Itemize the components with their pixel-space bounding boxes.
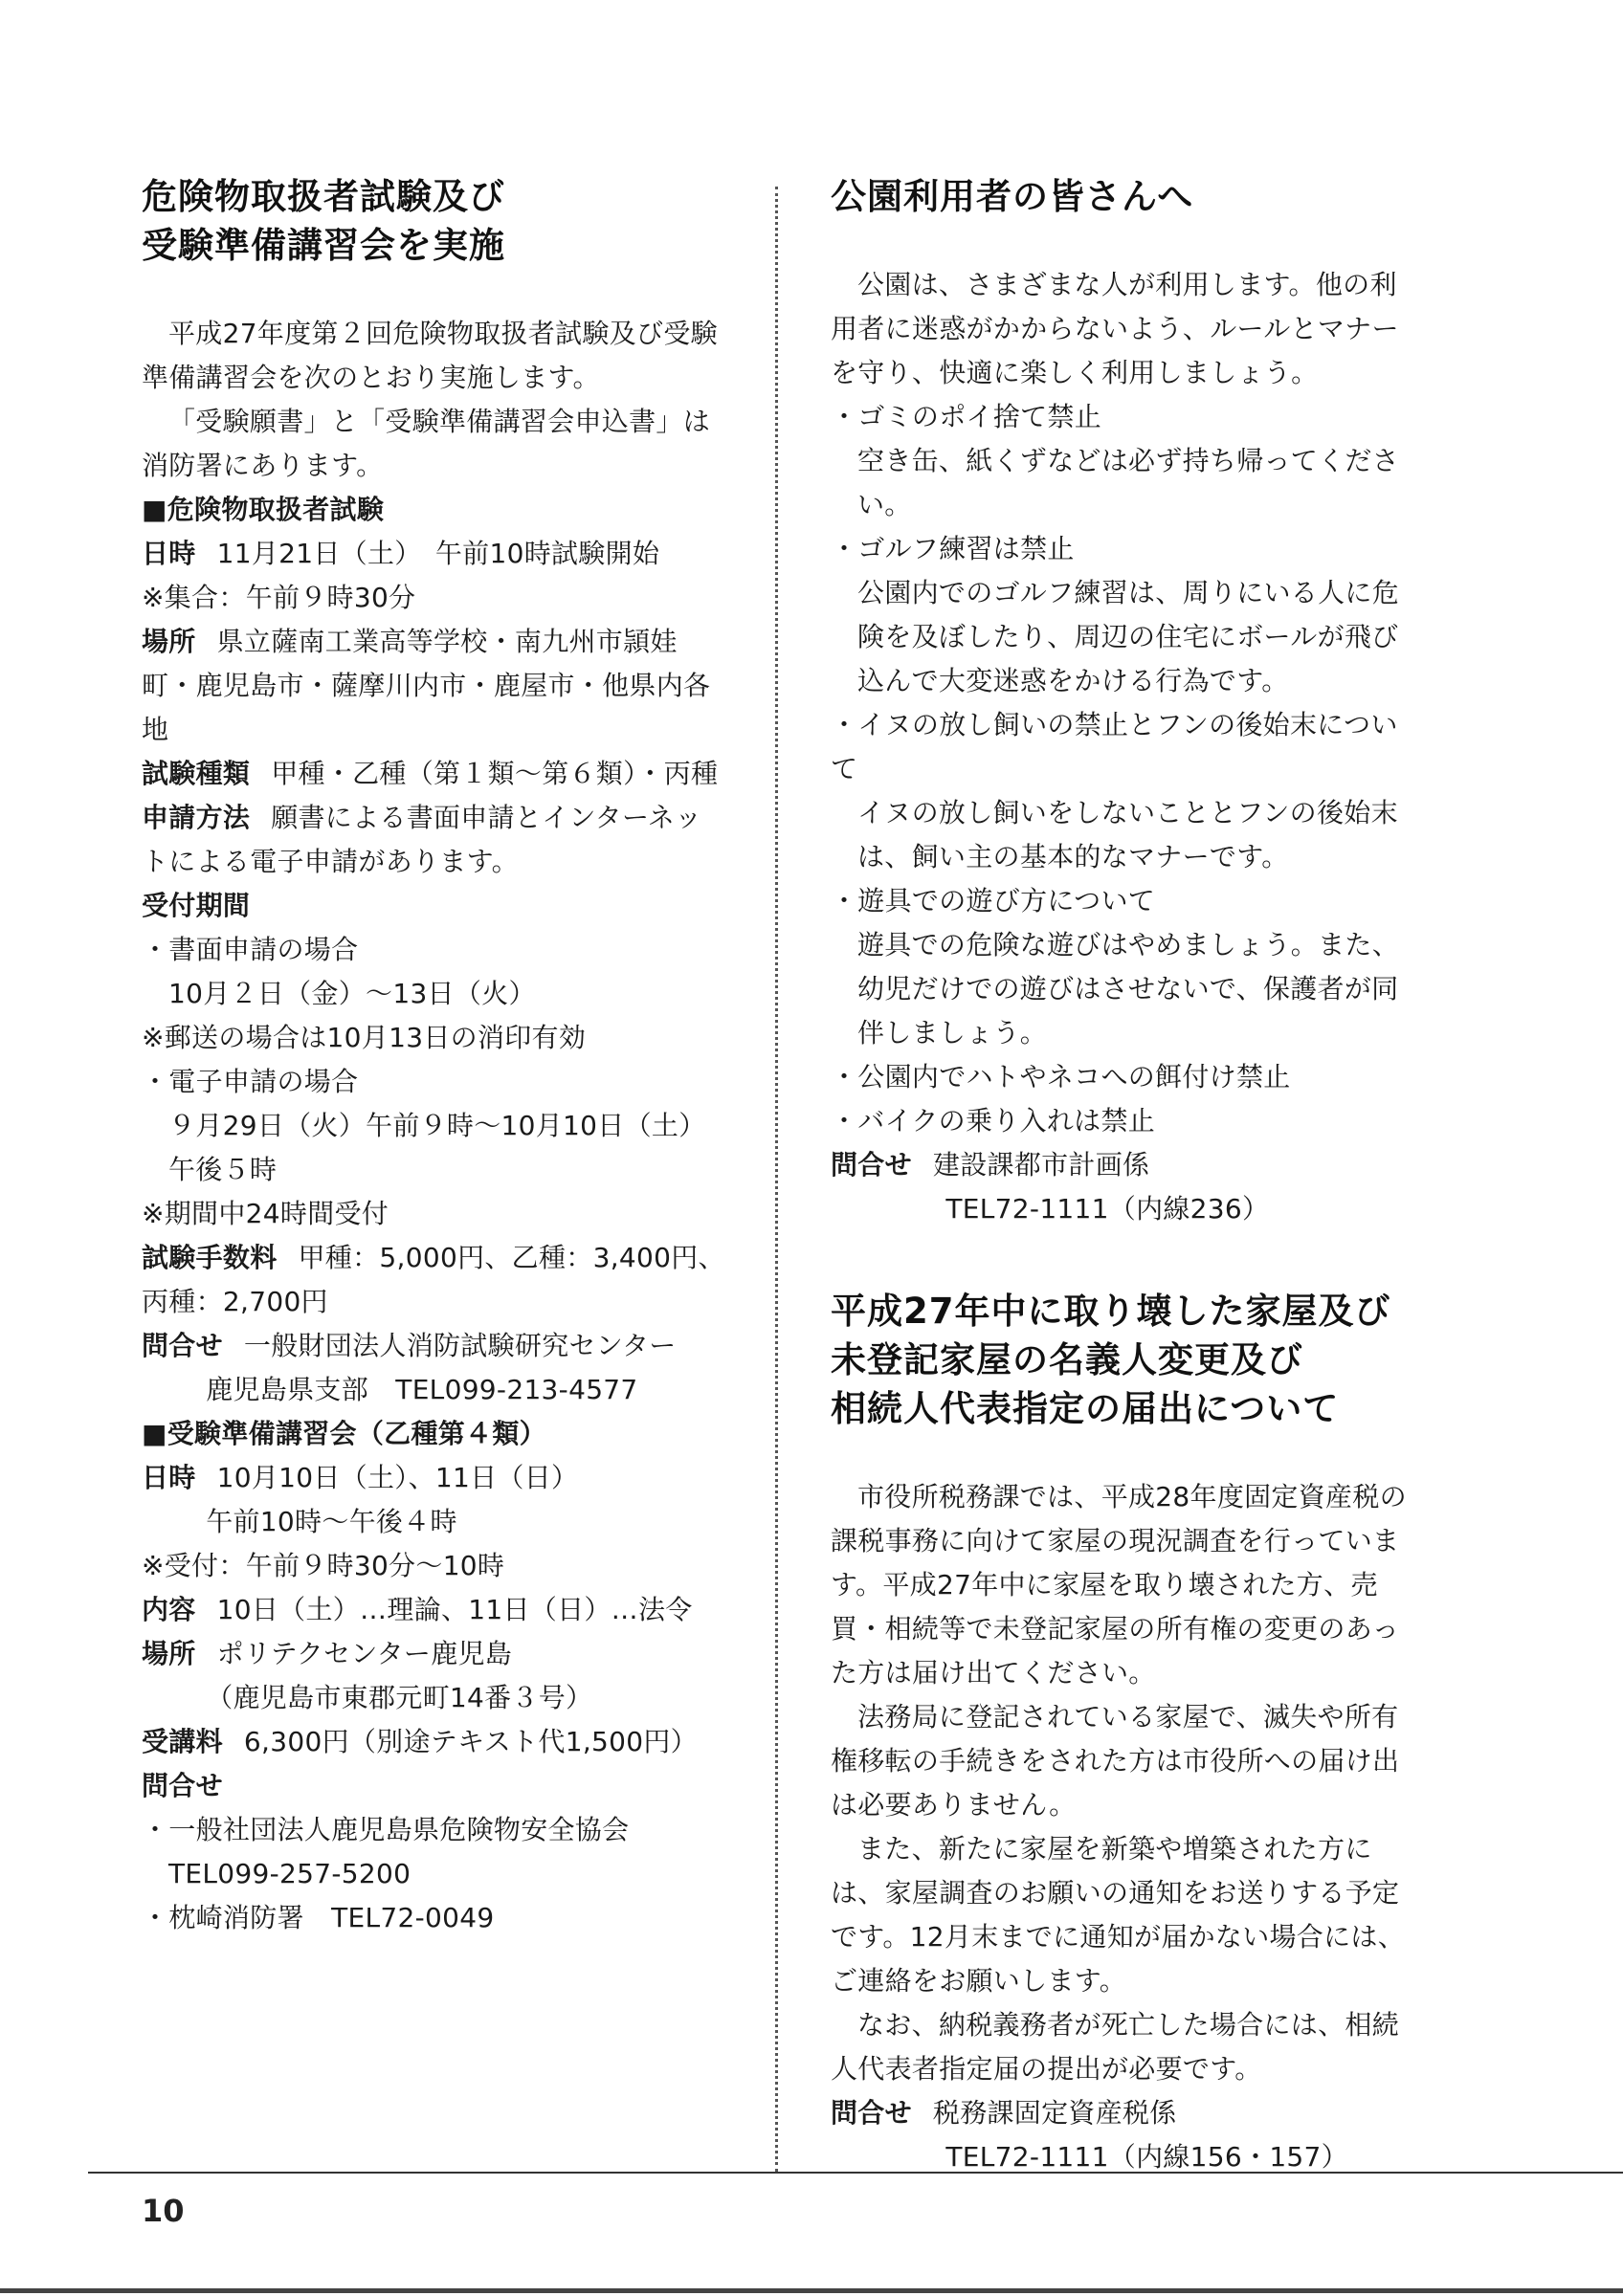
- house-paragraph-3: また、新たに家屋を新築や増築された方には、家屋調査のお願いの通知をお送りする予定です。12月末までに通知が届かない場合には、ご連絡をお願いします。: [831, 1833, 1405, 1997]
- course-time-value: 午前10時～午後４時: [206, 1506, 457, 1537]
- exam-type-value: 甲種・乙種（第１類～第６類）・丙種: [271, 758, 719, 789]
- park-article-title: 公園利用者の皆さんへ: [831, 176, 1194, 217]
- park-contact-tel: TEL72-1111（内線236）: [945, 1193, 1270, 1225]
- park-rule-title: ・イヌの放し飼いの禁止とフンの後始末について: [831, 709, 1398, 784]
- course-place-label: 場所: [142, 1638, 196, 1669]
- park-intro: 公園は、さまざまな人が利用します。他の利用者に迷惑がかからないよう、ルールとマナーを守り、快適に楽しく利用しましょう。: [831, 269, 1399, 388]
- course-place-row: [142, 1632, 727, 1676]
- course-content-row: [142, 1588, 727, 1632]
- house-title-line-1: 平成27年中に取り壊した家屋及び: [831, 1291, 1391, 1332]
- course-contact-1: ・一般社団法人鹿児島県危険物安全協会: [142, 1814, 630, 1845]
- park-rule-title: ・ゴルフ練習は禁止: [831, 533, 1075, 564]
- house-title-line-3: 相続人代表指定の届出について: [831, 1388, 1340, 1429]
- article-title: [142, 172, 727, 270]
- park-rule-body: 公園内でのゴルフ練習は、周りにいる人に危険を及ぼしたり、周辺の住宅にボールが飛び込んで大変迷惑をかける行為です。: [857, 577, 1400, 696]
- course-contact-1-tel: TEL099-257-5200: [168, 1858, 411, 1889]
- course-fee-label: 受講料: [142, 1726, 223, 1757]
- course-contact-label: 問合せ: [142, 1770, 223, 1801]
- course-date-value: 10月10日（土）、11日（日）: [216, 1462, 579, 1493]
- exam-contact-value: 一般財団法人消防試験研究センター: [243, 1330, 677, 1361]
- park-contact-value: 建設課都市計画係: [932, 1149, 1150, 1181]
- course-reception-note: ※受付：午前９時30分～10時: [142, 1550, 505, 1581]
- footer-rule: [88, 2172, 1623, 2174]
- course-place-value: ポリテクセンター鹿児島: [216, 1638, 513, 1669]
- park-rule-body: 遊具での危険な遊びはやめましょう。また、幼児だけでの遊びはさせないで、保護者が同伴しましょう。: [857, 929, 1400, 1049]
- page-number: 10: [142, 2193, 185, 2229]
- park-contact-label: 問合せ: [831, 1149, 912, 1181]
- house-paragraph-2: 法務局に登記されている家屋で、滅失や所有権移転の手続きをされた方は市役所への届け出は必要ありません。: [831, 1701, 1400, 1821]
- exam-assembly-note: ※集合：午前９時30分: [142, 582, 416, 613]
- exam-contact-label: 問合せ: [142, 1330, 223, 1361]
- right-column: [831, 172, 1414, 2235]
- house-paragraph-1: 市役所税務課では、平成28年度固定資産税の課税事務に向けて家屋の現況調査を行っています。平成27年中に家屋を取り壊された方、売買・相続等で未登記家屋の所有権の変更のあった方は届け出てください。: [831, 1481, 1407, 1689]
- exam-method-value: 願書による書面申請とインターネットによる電子申請があります。: [142, 802, 702, 877]
- bottom-edge-rule: [0, 2288, 1623, 2293]
- house-contact-label: 問合せ: [831, 2097, 912, 2129]
- intro-paragraph-1: 平成27年度第２回危険物取扱者試験及び受験準備講習会を次のとおり実施します。: [142, 318, 718, 393]
- title-line-2: 受験準備講習会を実施: [142, 225, 505, 266]
- house-title-line-2: 未登記家屋の名義人変更及び: [831, 1339, 1303, 1380]
- exam-place-row: [142, 620, 727, 752]
- exam-date-label: 日時: [142, 538, 196, 569]
- house-article-title: [831, 1287, 1414, 1433]
- exam-date-value: 11月21日（土） 午前10時試験開始: [216, 538, 660, 569]
- exam-method-row: [142, 796, 727, 884]
- exam-type-label: 試験種類: [142, 758, 251, 789]
- exam-heading: ■危険物取扱者試験: [142, 494, 385, 525]
- exam-date-row: [142, 532, 727, 576]
- course-place-address: （鹿児島市東郡元町14番３号）: [206, 1682, 593, 1713]
- online-application-note: ※期間中24時間受付: [142, 1198, 389, 1229]
- course-contact-2: ・枕崎消防署 TEL72-0049: [142, 1902, 495, 1933]
- exam-fee-label: 試験手数料: [142, 1242, 278, 1273]
- park-rule-body: イヌの放し飼いをしないこととフンの後始末は、飼い主の基本的なマナーです。: [857, 797, 1398, 872]
- house-contact-row: [831, 2091, 1414, 2135]
- park-rule-body: 空き缶、紙くずなどは必ず持ち帰ってください。: [857, 445, 1400, 520]
- left-column: [142, 172, 727, 1996]
- house-contact-value: 税務課固定資産税係: [932, 2097, 1177, 2129]
- exam-fee-row: [142, 1236, 727, 1324]
- park-contact-row: [831, 1143, 1414, 1187]
- exam-method-label: 申請方法: [142, 802, 251, 833]
- course-content-label: 内容: [142, 1594, 196, 1625]
- exam-type-row: [142, 752, 727, 796]
- house-article: [831, 1287, 1414, 2179]
- park-rule-title: ・ゴミのポイ捨て禁止: [831, 401, 1102, 432]
- online-application-dates: ９月29日（火）午前９時～10月10日（土）午後５時: [168, 1110, 706, 1185]
- column-divider: [775, 187, 778, 2172]
- intro-paragraph-2: 「受験願書」と「受験準備講習会申込書」は消防署にあります。: [142, 406, 711, 481]
- course-fee-row: [142, 1720, 727, 1764]
- hazmat-exam-article: [142, 172, 727, 1940]
- exam-contact-row: [142, 1324, 727, 1368]
- park-rule-title: ・バイクの乗り入れは禁止: [831, 1105, 1156, 1137]
- park-article: [831, 172, 1414, 1231]
- paper-application-note: ※郵送の場合は10月13日の消印有効: [142, 1022, 587, 1053]
- park-rule-title: ・遊具での遊び方について: [831, 885, 1156, 916]
- park-rules-list: [831, 395, 1414, 1143]
- exam-contact-branch: 鹿児島県支部 TEL099-213-4577: [206, 1374, 638, 1405]
- park-rule-title: ・公園内でハトやネコへの餌付け禁止: [831, 1061, 1291, 1093]
- course-content-value: 10日（土）…理論、11日（日）…法令: [216, 1594, 693, 1625]
- course-fee-value: 6,300円（別途テキスト代1,500円）: [243, 1726, 698, 1757]
- exam-place-value: 県立薩南工業高等学校・南九州市頴娃町・鹿児島市・薩摩川内市・鹿屋市・他県内各地: [142, 626, 711, 745]
- house-contact-tel: TEL72-1111（内線156・157）: [945, 2141, 1348, 2173]
- course-heading: ■受験準備講習会（乙種第４類）: [142, 1418, 546, 1449]
- exam-place-label: 場所: [142, 626, 196, 657]
- house-paragraph-4: なお、納税義務者が死亡した場合には、相続人代表者指定届の提出が必要です。: [831, 2009, 1400, 2085]
- paper-application-bullet: ・書面申請の場合: [142, 934, 359, 965]
- exam-period-label: 受付期間: [142, 890, 251, 921]
- course-date-row: [142, 1456, 727, 1500]
- course-date-label: 日時: [142, 1462, 196, 1493]
- title-line-1: 危険物取扱者試験及び: [142, 176, 505, 217]
- online-application-bullet: ・電子申請の場合: [142, 1066, 359, 1097]
- paper-application-dates: 10月２日（金）～13日（火）: [168, 978, 536, 1009]
- exam-fee-value: 甲種：5,000円、乙種：3,400円、丙種：2,700円: [142, 1242, 725, 1317]
